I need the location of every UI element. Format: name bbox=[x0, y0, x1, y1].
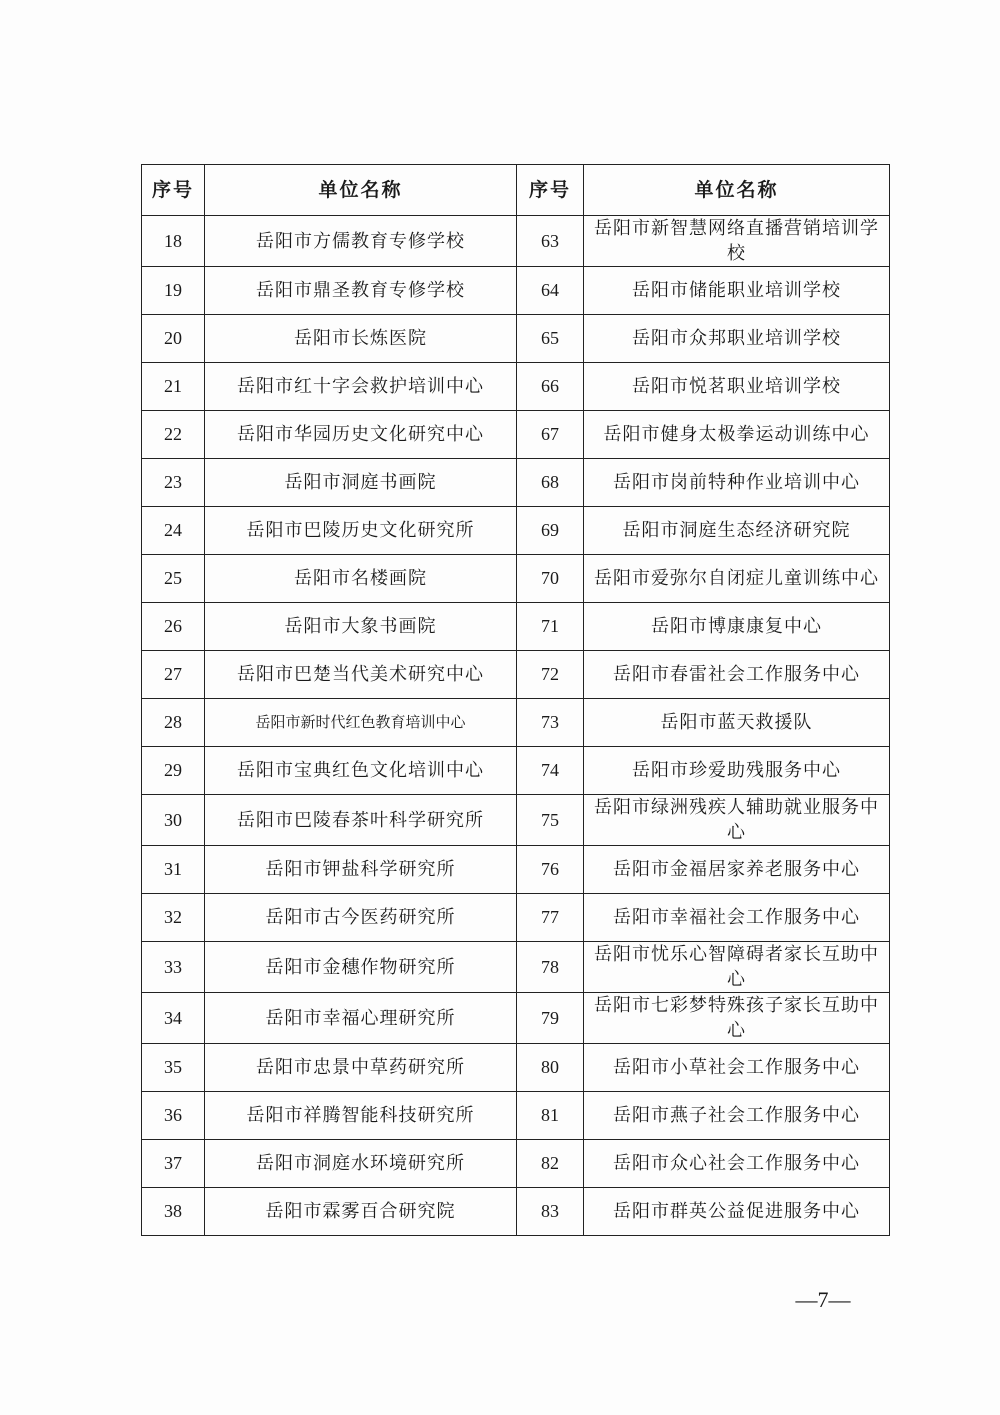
cell-serial-left: 37 bbox=[142, 1140, 205, 1188]
table-row bbox=[142, 894, 890, 942]
table-row bbox=[142, 411, 890, 459]
cell-serial-left: 32 bbox=[142, 894, 205, 942]
cell-name-left: 岳阳市鼎圣教育专修学校 bbox=[205, 267, 517, 315]
header-name-left: 单位名称 bbox=[205, 165, 517, 216]
cell-name-right: 岳阳市蓝天救援队 bbox=[584, 699, 890, 747]
table-row bbox=[142, 846, 890, 894]
table-row bbox=[142, 747, 890, 795]
cell-name-left: 岳阳市巴陵春茶叶科学研究所 bbox=[205, 795, 517, 846]
cell-serial-right: 79 bbox=[517, 993, 584, 1044]
cell-serial-left: 23 bbox=[142, 459, 205, 507]
cell-serial-left: 28 bbox=[142, 699, 205, 747]
cell-name-left: 岳阳市忠景中草药研究所 bbox=[205, 1044, 517, 1092]
cell-serial-left: 20 bbox=[142, 315, 205, 363]
cell-serial-left: 35 bbox=[142, 1044, 205, 1092]
cell-name-right: 岳阳市忧乐心智障碍者家长互助中心 bbox=[584, 942, 890, 993]
cell-name-right: 岳阳市岗前特种作业培训中心 bbox=[584, 459, 890, 507]
cell-serial-right: 67 bbox=[517, 411, 584, 459]
table-row bbox=[142, 1188, 890, 1236]
cell-serial-right: 66 bbox=[517, 363, 584, 411]
table-row bbox=[142, 1092, 890, 1140]
cell-name-right: 岳阳市众心社会工作服务中心 bbox=[584, 1140, 890, 1188]
cell-serial-right: 76 bbox=[517, 846, 584, 894]
cell-name-left: 岳阳市霖雾百合研究院 bbox=[205, 1188, 517, 1236]
table-row bbox=[142, 1044, 890, 1092]
table-row bbox=[142, 942, 890, 993]
cell-name-right: 岳阳市七彩梦特殊孩子家长互助中心 bbox=[584, 993, 890, 1044]
cell-serial-left: 18 bbox=[142, 216, 205, 267]
cell-serial-left: 25 bbox=[142, 555, 205, 603]
cell-name-left: 岳阳市洞庭书画院 bbox=[205, 459, 517, 507]
cell-name-left: 岳阳市金穗作物研究所 bbox=[205, 942, 517, 993]
cell-name-right: 岳阳市幸福社会工作服务中心 bbox=[584, 894, 890, 942]
cell-serial-right: 82 bbox=[517, 1140, 584, 1188]
header-serial-right: 序号 bbox=[517, 165, 584, 216]
cell-name-right: 岳阳市春雷社会工作服务中心 bbox=[584, 651, 890, 699]
cell-name-left: 岳阳市古今医药研究所 bbox=[205, 894, 517, 942]
cell-serial-left: 34 bbox=[142, 993, 205, 1044]
table-row bbox=[142, 363, 890, 411]
table-row bbox=[142, 1140, 890, 1188]
cell-serial-left: 33 bbox=[142, 942, 205, 993]
table-row bbox=[142, 795, 890, 846]
cell-name-right: 岳阳市博康康复中心 bbox=[584, 603, 890, 651]
cell-serial-right: 63 bbox=[517, 216, 584, 267]
cell-serial-left: 29 bbox=[142, 747, 205, 795]
table-row bbox=[142, 555, 890, 603]
cell-name-right: 岳阳市新智慧网络直播营销培训学校 bbox=[584, 216, 890, 267]
table-header-row bbox=[142, 165, 890, 216]
cell-name-right: 岳阳市珍爱助残服务中心 bbox=[584, 747, 890, 795]
cell-name-left: 岳阳市长炼医院 bbox=[205, 315, 517, 363]
cell-serial-right: 69 bbox=[517, 507, 584, 555]
cell-name-right: 岳阳市群英公益促进服务中心 bbox=[584, 1188, 890, 1236]
cell-name-left: 岳阳市幸福心理研究所 bbox=[205, 993, 517, 1044]
cell-serial-right: 73 bbox=[517, 699, 584, 747]
table-row bbox=[142, 603, 890, 651]
cell-name-left: 岳阳市钾盐科学研究所 bbox=[205, 846, 517, 894]
cell-name-left: 岳阳市新时代红色教育培训中心 bbox=[205, 699, 517, 747]
cell-serial-right: 64 bbox=[517, 267, 584, 315]
cell-serial-left: 27 bbox=[142, 651, 205, 699]
cell-name-left: 岳阳市巴楚当代美术研究中心 bbox=[205, 651, 517, 699]
table-row bbox=[142, 507, 890, 555]
organization-table bbox=[141, 164, 890, 1236]
cell-name-left: 岳阳市红十字会救护培训中心 bbox=[205, 363, 517, 411]
cell-serial-left: 19 bbox=[142, 267, 205, 315]
header-serial-left: 序号 bbox=[142, 165, 205, 216]
cell-serial-right: 65 bbox=[517, 315, 584, 363]
cell-serial-right: 72 bbox=[517, 651, 584, 699]
cell-serial-left: 22 bbox=[142, 411, 205, 459]
cell-name-right: 岳阳市储能职业培训学校 bbox=[584, 267, 890, 315]
cell-name-left: 岳阳市华园历史文化研究中心 bbox=[205, 411, 517, 459]
table-body bbox=[142, 216, 890, 1236]
cell-serial-right: 80 bbox=[517, 1044, 584, 1092]
cell-serial-left: 24 bbox=[142, 507, 205, 555]
cell-serial-right: 70 bbox=[517, 555, 584, 603]
cell-serial-right: 77 bbox=[517, 894, 584, 942]
cell-serial-right: 68 bbox=[517, 459, 584, 507]
cell-serial-left: 30 bbox=[142, 795, 205, 846]
table-row bbox=[142, 216, 890, 267]
cell-name-left: 岳阳市宝典红色文化培训中心 bbox=[205, 747, 517, 795]
cell-serial-left: 38 bbox=[142, 1188, 205, 1236]
cell-name-right: 岳阳市爱弥尔自闭症儿童训练中心 bbox=[584, 555, 890, 603]
cell-serial-right: 71 bbox=[517, 603, 584, 651]
table-row bbox=[142, 651, 890, 699]
cell-serial-left: 21 bbox=[142, 363, 205, 411]
cell-serial-left: 26 bbox=[142, 603, 205, 651]
cell-serial-right: 83 bbox=[517, 1188, 584, 1236]
cell-name-left: 岳阳市方儒教育专修学校 bbox=[205, 216, 517, 267]
cell-name-right: 岳阳市洞庭生态经济研究院 bbox=[584, 507, 890, 555]
cell-serial-left: 36 bbox=[142, 1092, 205, 1140]
cell-serial-right: 75 bbox=[517, 795, 584, 846]
cell-name-left: 岳阳市洞庭水环境研究所 bbox=[205, 1140, 517, 1188]
cell-serial-right: 74 bbox=[517, 747, 584, 795]
table-row bbox=[142, 315, 890, 363]
cell-name-left: 岳阳市巴陵历史文化研究所 bbox=[205, 507, 517, 555]
cell-name-right: 岳阳市金福居家养老服务中心 bbox=[584, 846, 890, 894]
table-row bbox=[142, 459, 890, 507]
cell-name-right: 岳阳市燕子社会工作服务中心 bbox=[584, 1092, 890, 1140]
cell-name-right: 岳阳市绿洲残疾人辅助就业服务中心 bbox=[584, 795, 890, 846]
table-row bbox=[142, 267, 890, 315]
cell-name-right: 岳阳市悦茗职业培训学校 bbox=[584, 363, 890, 411]
cell-name-left: 岳阳市祥腾智能科技研究所 bbox=[205, 1092, 517, 1140]
cell-serial-left: 31 bbox=[142, 846, 205, 894]
cell-name-right: 岳阳市健身太极拳运动训练中心 bbox=[584, 411, 890, 459]
cell-serial-right: 81 bbox=[517, 1092, 584, 1140]
cell-name-left: 岳阳市名楼画院 bbox=[205, 555, 517, 603]
cell-name-left: 岳阳市大象书画院 bbox=[205, 603, 517, 651]
page-number: —7— bbox=[795, 1287, 851, 1312]
header-name-right: 单位名称 bbox=[584, 165, 890, 216]
table-row bbox=[142, 699, 890, 747]
cell-name-right: 岳阳市小草社会工作服务中心 bbox=[584, 1044, 890, 1092]
table-row bbox=[142, 993, 890, 1044]
cell-name-right: 岳阳市众邦职业培训学校 bbox=[584, 315, 890, 363]
cell-serial-right: 78 bbox=[517, 942, 584, 993]
